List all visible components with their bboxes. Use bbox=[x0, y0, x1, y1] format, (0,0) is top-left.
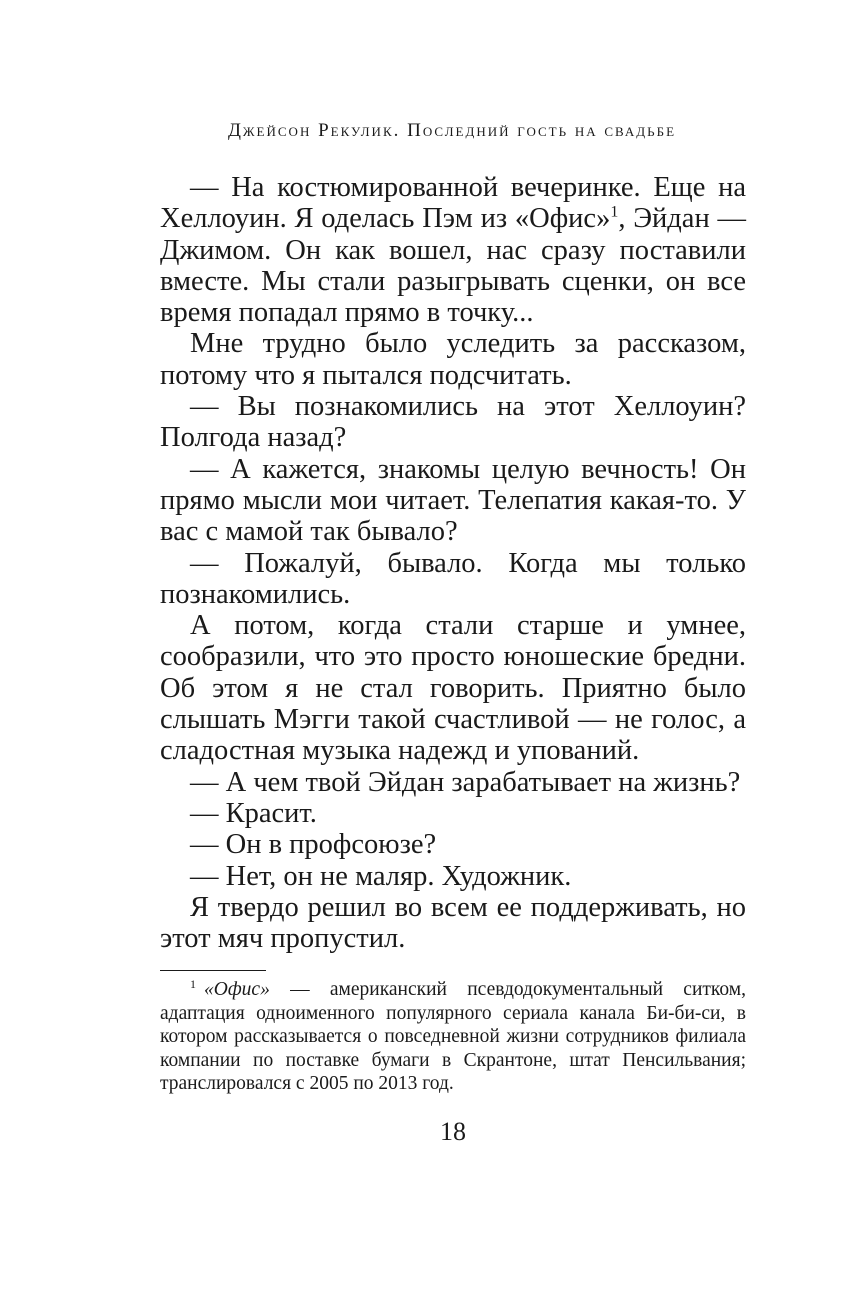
footnote-text: — американский псевдодокументальный ситком, адаптация одноименного популярного сериала канала Би-би-си, в котором рассказывается о повседневной жизни сотрудников филиала компании по поставке бумаги в Скрантоне, штат Пенсильвания; транслировался с 2005 по 2013 год. bbox=[160, 979, 746, 1095]
footnote-divider bbox=[160, 970, 266, 971]
footnote-marker: 1 bbox=[190, 976, 196, 991]
footnote-reference[interactable]: 1 bbox=[610, 203, 619, 221]
paragraph-8: — Красит. bbox=[190, 797, 317, 829]
paragraph-2: Мне трудно было уследить за рассказом, потому что я пытался подсчитать. bbox=[160, 328, 746, 391]
paragraph-6: А потом, когда стали старше и умнее, сообразили, что это просто юношеские бредни. Об этом я не стал говорить. Приятно было слышать Мэгги такой счастливой — не голос, а сладостная музыка надежд и упований. bbox=[160, 610, 746, 767]
running-title: Джейсон Рекулик. Последний гость на свадьбе bbox=[227, 120, 677, 141]
paragraph-5: — Пожалуй, бывало. Когда мы только познакомились. bbox=[160, 547, 746, 610]
paragraph-1 bbox=[160, 172, 746, 328]
paragraph-1-end: , Эйдан — Джимом. Он как вошел, нас сразу поставили вместе. Мы стали разыгрывать сценки, он все время попадал прямо в точку... bbox=[160, 203, 746, 329]
paragraph-1-start: — На костюмированной вечеринке. Еще на Хеллоуин. Я оделась Пэм из «Офис» bbox=[160, 172, 746, 235]
paragraph-4: — А кажется, знакомы целую вечность! Он прямо мысли мои читает. Телепатия какая-то. У вас с мамой так бывало? bbox=[160, 453, 746, 548]
footnote bbox=[160, 978, 746, 1096]
paragraph-3: — Вы познакомились на этот Хеллоуин? Полгода назад? bbox=[160, 391, 746, 454]
footnote-title: «Офис» bbox=[204, 979, 270, 1000]
paragraph-7: — А чем твой Эйдан зарабатывает на жизнь? bbox=[190, 766, 741, 798]
paragraph-9: — Он в профсоюзе? bbox=[190, 829, 437, 861]
paragraph-11: Я твердо решил во всем ее поддерживать, но этот мяч пропустил. bbox=[160, 891, 746, 955]
page-number: 18 bbox=[440, 1117, 466, 1146]
paragraph-10: — Нет, он не маляр. Художник. bbox=[190, 860, 572, 892]
main-text bbox=[160, 172, 746, 954]
